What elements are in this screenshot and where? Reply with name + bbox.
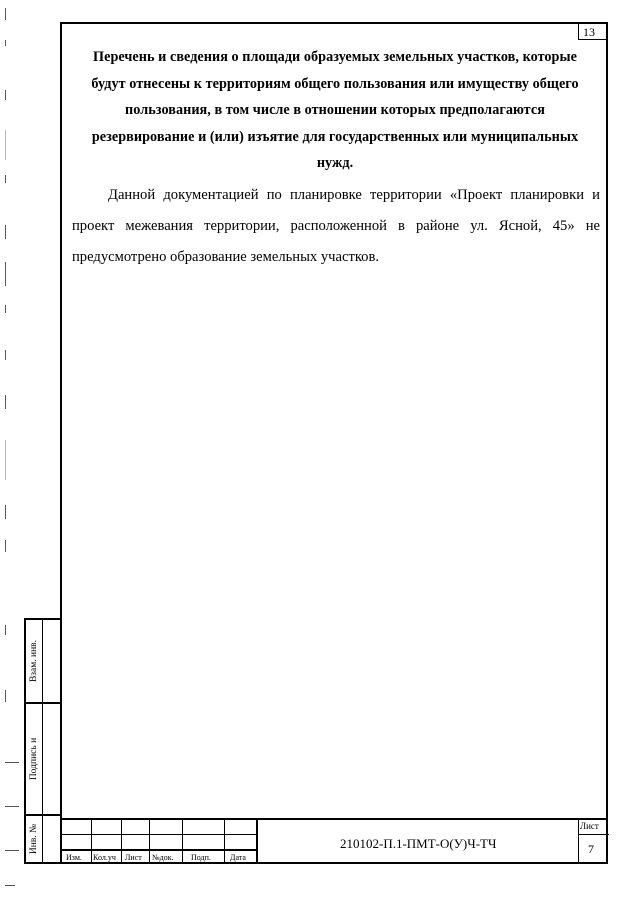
scan-artifact: [5, 175, 6, 183]
sheet-number: 7: [588, 842, 594, 856]
col-list: Лист: [125, 853, 142, 862]
scan-artifact: [5, 395, 6, 409]
page-number: 13: [578, 22, 608, 40]
scan-artifact: [5, 540, 6, 552]
scan-artifact: [5, 8, 6, 20]
body-paragraph: [72, 180, 600, 273]
title-block: [60, 818, 608, 864]
col-podp: Подп.: [191, 853, 211, 862]
stamp-vzam-label: Взам. инв.: [29, 639, 40, 683]
scan-artifact: [5, 130, 6, 160]
stamp-inv-label: Инв. №: [29, 823, 39, 855]
sheet-label: Лист: [580, 821, 599, 831]
scan-artifact: [5, 90, 6, 100]
stamp-podpis-label: Подпись и: [29, 737, 40, 781]
scan-artifact: [5, 850, 19, 851]
col-koluch: Кол.уч: [93, 853, 116, 862]
stamp-inv: [24, 816, 60, 864]
section-heading: Перечень и сведения о площади образуемых земельных участков, которые будут отнесены к территориям общего пользования или имуществу общего пользования, в том числе в отношении которых предполагаются резервирование и (или) изъятие для государственных или муниципальных нужд.: [91, 49, 579, 171]
scan-artifact: [5, 262, 6, 286]
document-code: 210102-П.1-ПМТ-О(У)Ч-ТЧ: [340, 836, 497, 851]
scan-artifact: [5, 440, 6, 480]
scan-artifact: [5, 350, 6, 360]
scan-artifact: [5, 505, 6, 519]
body-text: Данной документацией по планировке территории «Проект планировки и проект межевания территории, расположенной в районе ул. Ясной, 45» не предусмотрено образование земельных участков.: [72, 187, 600, 265]
scan-artifact: [5, 225, 6, 239]
scan-artifact: [5, 690, 6, 702]
scan-artifact: [5, 40, 6, 46]
scan-artifact: [5, 806, 19, 807]
scan-artifact: [5, 885, 15, 886]
scan-artifact: [5, 305, 6, 313]
scan-artifact: [5, 625, 6, 635]
stamp-podpis: [24, 704, 60, 816]
col-izm: Изм.: [66, 853, 82, 862]
scan-artifact: [5, 762, 19, 763]
col-ndok: №док.: [152, 853, 174, 862]
stamp-vzam: [24, 618, 60, 704]
col-data: Дата: [230, 853, 246, 862]
